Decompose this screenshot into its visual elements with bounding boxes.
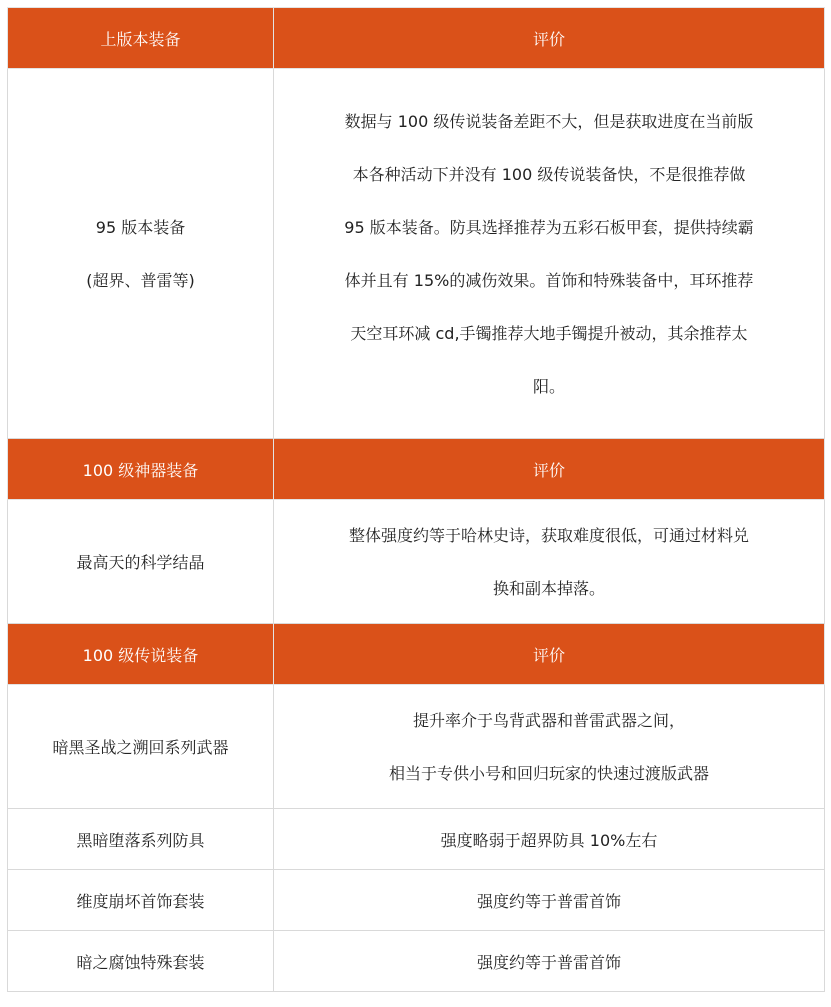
equipment-table (7, 7, 825, 992)
evaluation-line: 阳。 (532, 376, 565, 396)
table-row (8, 685, 825, 809)
table-row (8, 931, 825, 992)
evaluation-cell (274, 685, 825, 809)
evaluation-line: 相当于专供小号和回归玩家的快速过渡版武器 (388, 763, 709, 783)
table-header-row (8, 624, 825, 685)
header-cell: 评价 (274, 624, 825, 685)
table-row (8, 500, 825, 624)
evaluation-line: 强度略弱于超界防具 10%左右 (274, 809, 825, 870)
evaluation-line: 数据与 100 级传说装备差距不大，但是获取进度在当前版 (344, 111, 754, 131)
evaluation-line: 强度约等于普雷首饰 (274, 870, 825, 931)
table-row (8, 870, 825, 931)
header-cell: 评价 (274, 8, 825, 69)
table-header-row (8, 8, 825, 69)
evaluation-line: 本各种活动下并没有 100 级传说装备快，不是很推荐做 (352, 164, 746, 184)
table-header-row (8, 439, 825, 500)
equipment-name: 黑暗堕落系列防具 (8, 809, 274, 870)
evaluation-line: 体并且有 15%的减伤效果。首饰和特殊装备中，耳环推荐 (344, 270, 754, 290)
evaluation-cell (274, 500, 825, 624)
evaluation-line: 换和副本掉落。 (492, 578, 605, 598)
equipment-name: 95 版本装备 (95, 217, 186, 237)
equipment-name: 暗之腐蚀特殊套装 (8, 931, 274, 992)
equipment-name-cell (8, 69, 274, 439)
evaluation-cell (274, 69, 825, 439)
evaluation-line: 95 版本装备。防具选择推荐为五彩石板甲套，提供持续霸 (344, 217, 754, 237)
equipment-name: 维度崩坏首饰套装 (8, 870, 274, 931)
header-cell: 100 级神器装备 (8, 439, 274, 500)
equipment-note: (超界、普雷等) (86, 270, 195, 290)
evaluation-line: 天空耳环减 cd,手镯推荐大地手镯提升被动，其余推荐太 (350, 323, 748, 343)
header-cell: 上版本装备 (8, 8, 274, 69)
header-cell: 100 级传说装备 (8, 624, 274, 685)
evaluation-line: 整体强度约等于哈林史诗，获取难度很低，可通过材料兑 (348, 525, 749, 545)
table-row (8, 69, 825, 439)
evaluation-line: 强度约等于普雷首饰 (274, 931, 825, 992)
equipment-name: 暗黑圣战之溯回系列武器 (8, 685, 274, 809)
evaluation-line: 提升率介于鸟背武器和普雷武器之间， (412, 710, 685, 730)
header-cell: 评价 (274, 439, 825, 500)
equipment-name: 最高天的科学结晶 (8, 500, 274, 624)
table-row (8, 809, 825, 870)
